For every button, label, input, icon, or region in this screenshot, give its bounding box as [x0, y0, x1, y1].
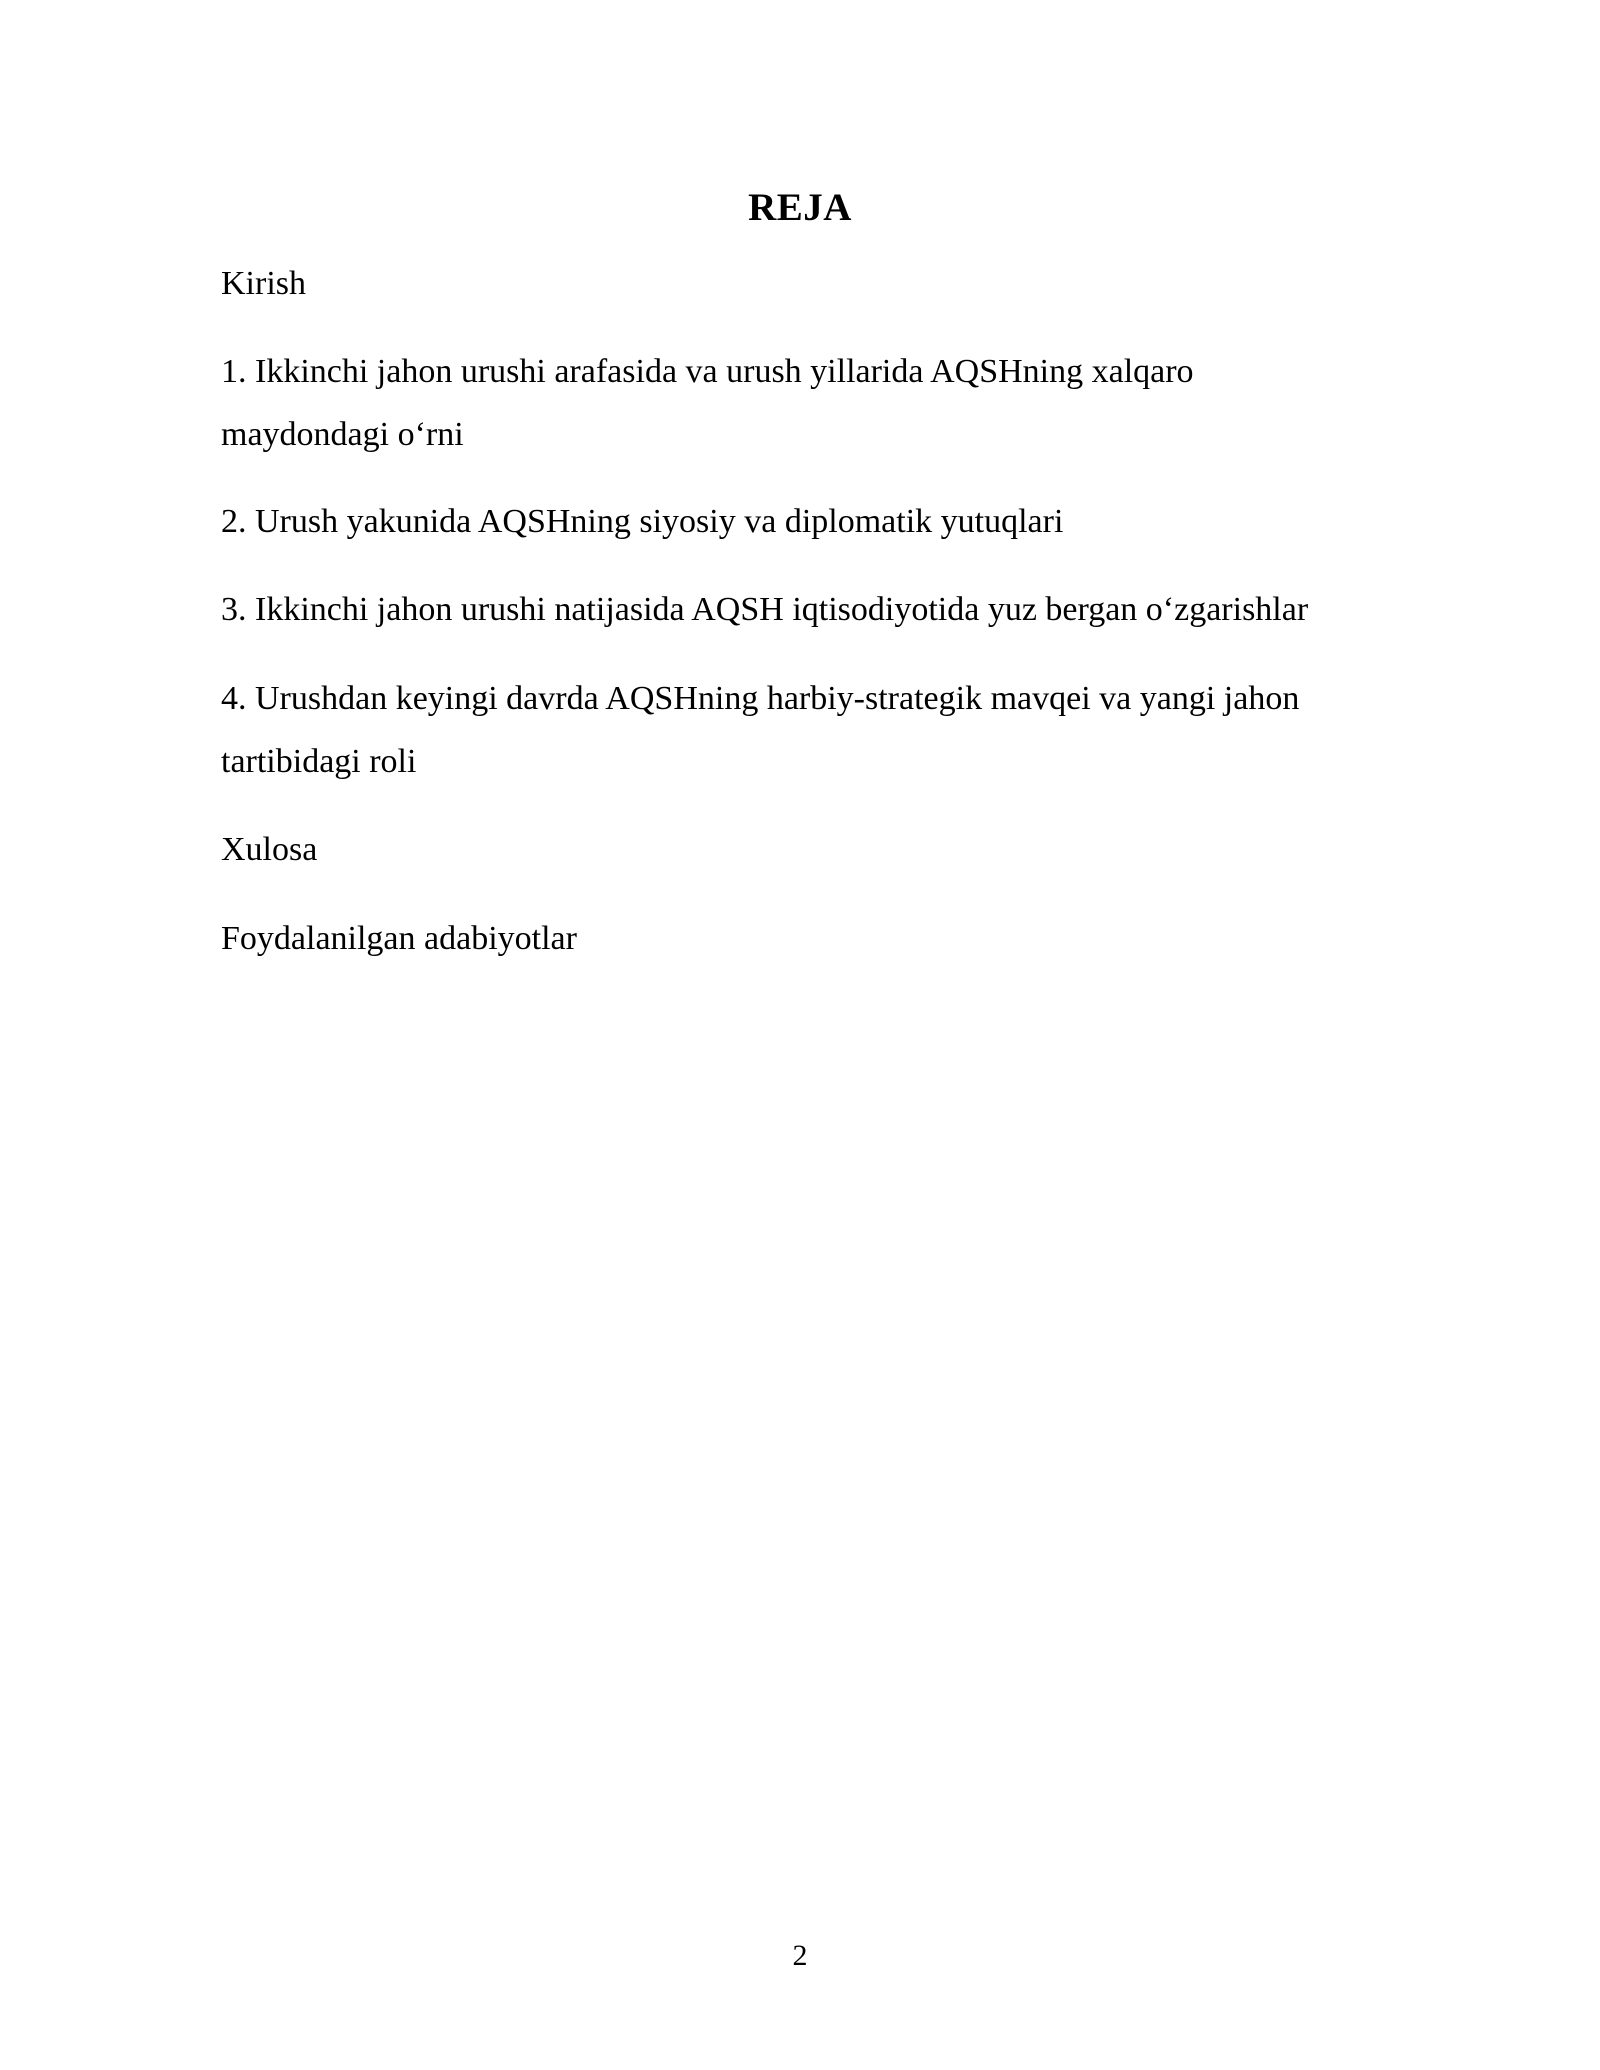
plan-item-3: 3. Ikkinchi jahon urushi natijasida AQSH iqtisodiyotida yuz bergan o‘zgarishlar [221, 591, 1309, 628]
plan-item-2: 2. Urush yakunida AQSHning siyosiy va diplomatik yutuqlari [221, 503, 1064, 540]
plan-item-4: 4. Urushdan keyingi davrda AQSHning harbiy-strategik mavqei va yangi jahon tartibidagi roli [221, 680, 1300, 780]
plan-item-conclusion: Xulosa [221, 831, 318, 868]
page-number: 2 [792, 1939, 808, 1972]
plan-item-1: 1. Ikkinchi jahon urushi arafasida va urush yillarida AQSHning xalqaro maydondagi o‘rni [221, 353, 1194, 453]
plan-item-references: Foydalanilgan adabiyotlar [221, 920, 577, 957]
page-title: REJA [748, 186, 852, 229]
plan-item-introduction: Kirish [221, 265, 306, 302]
